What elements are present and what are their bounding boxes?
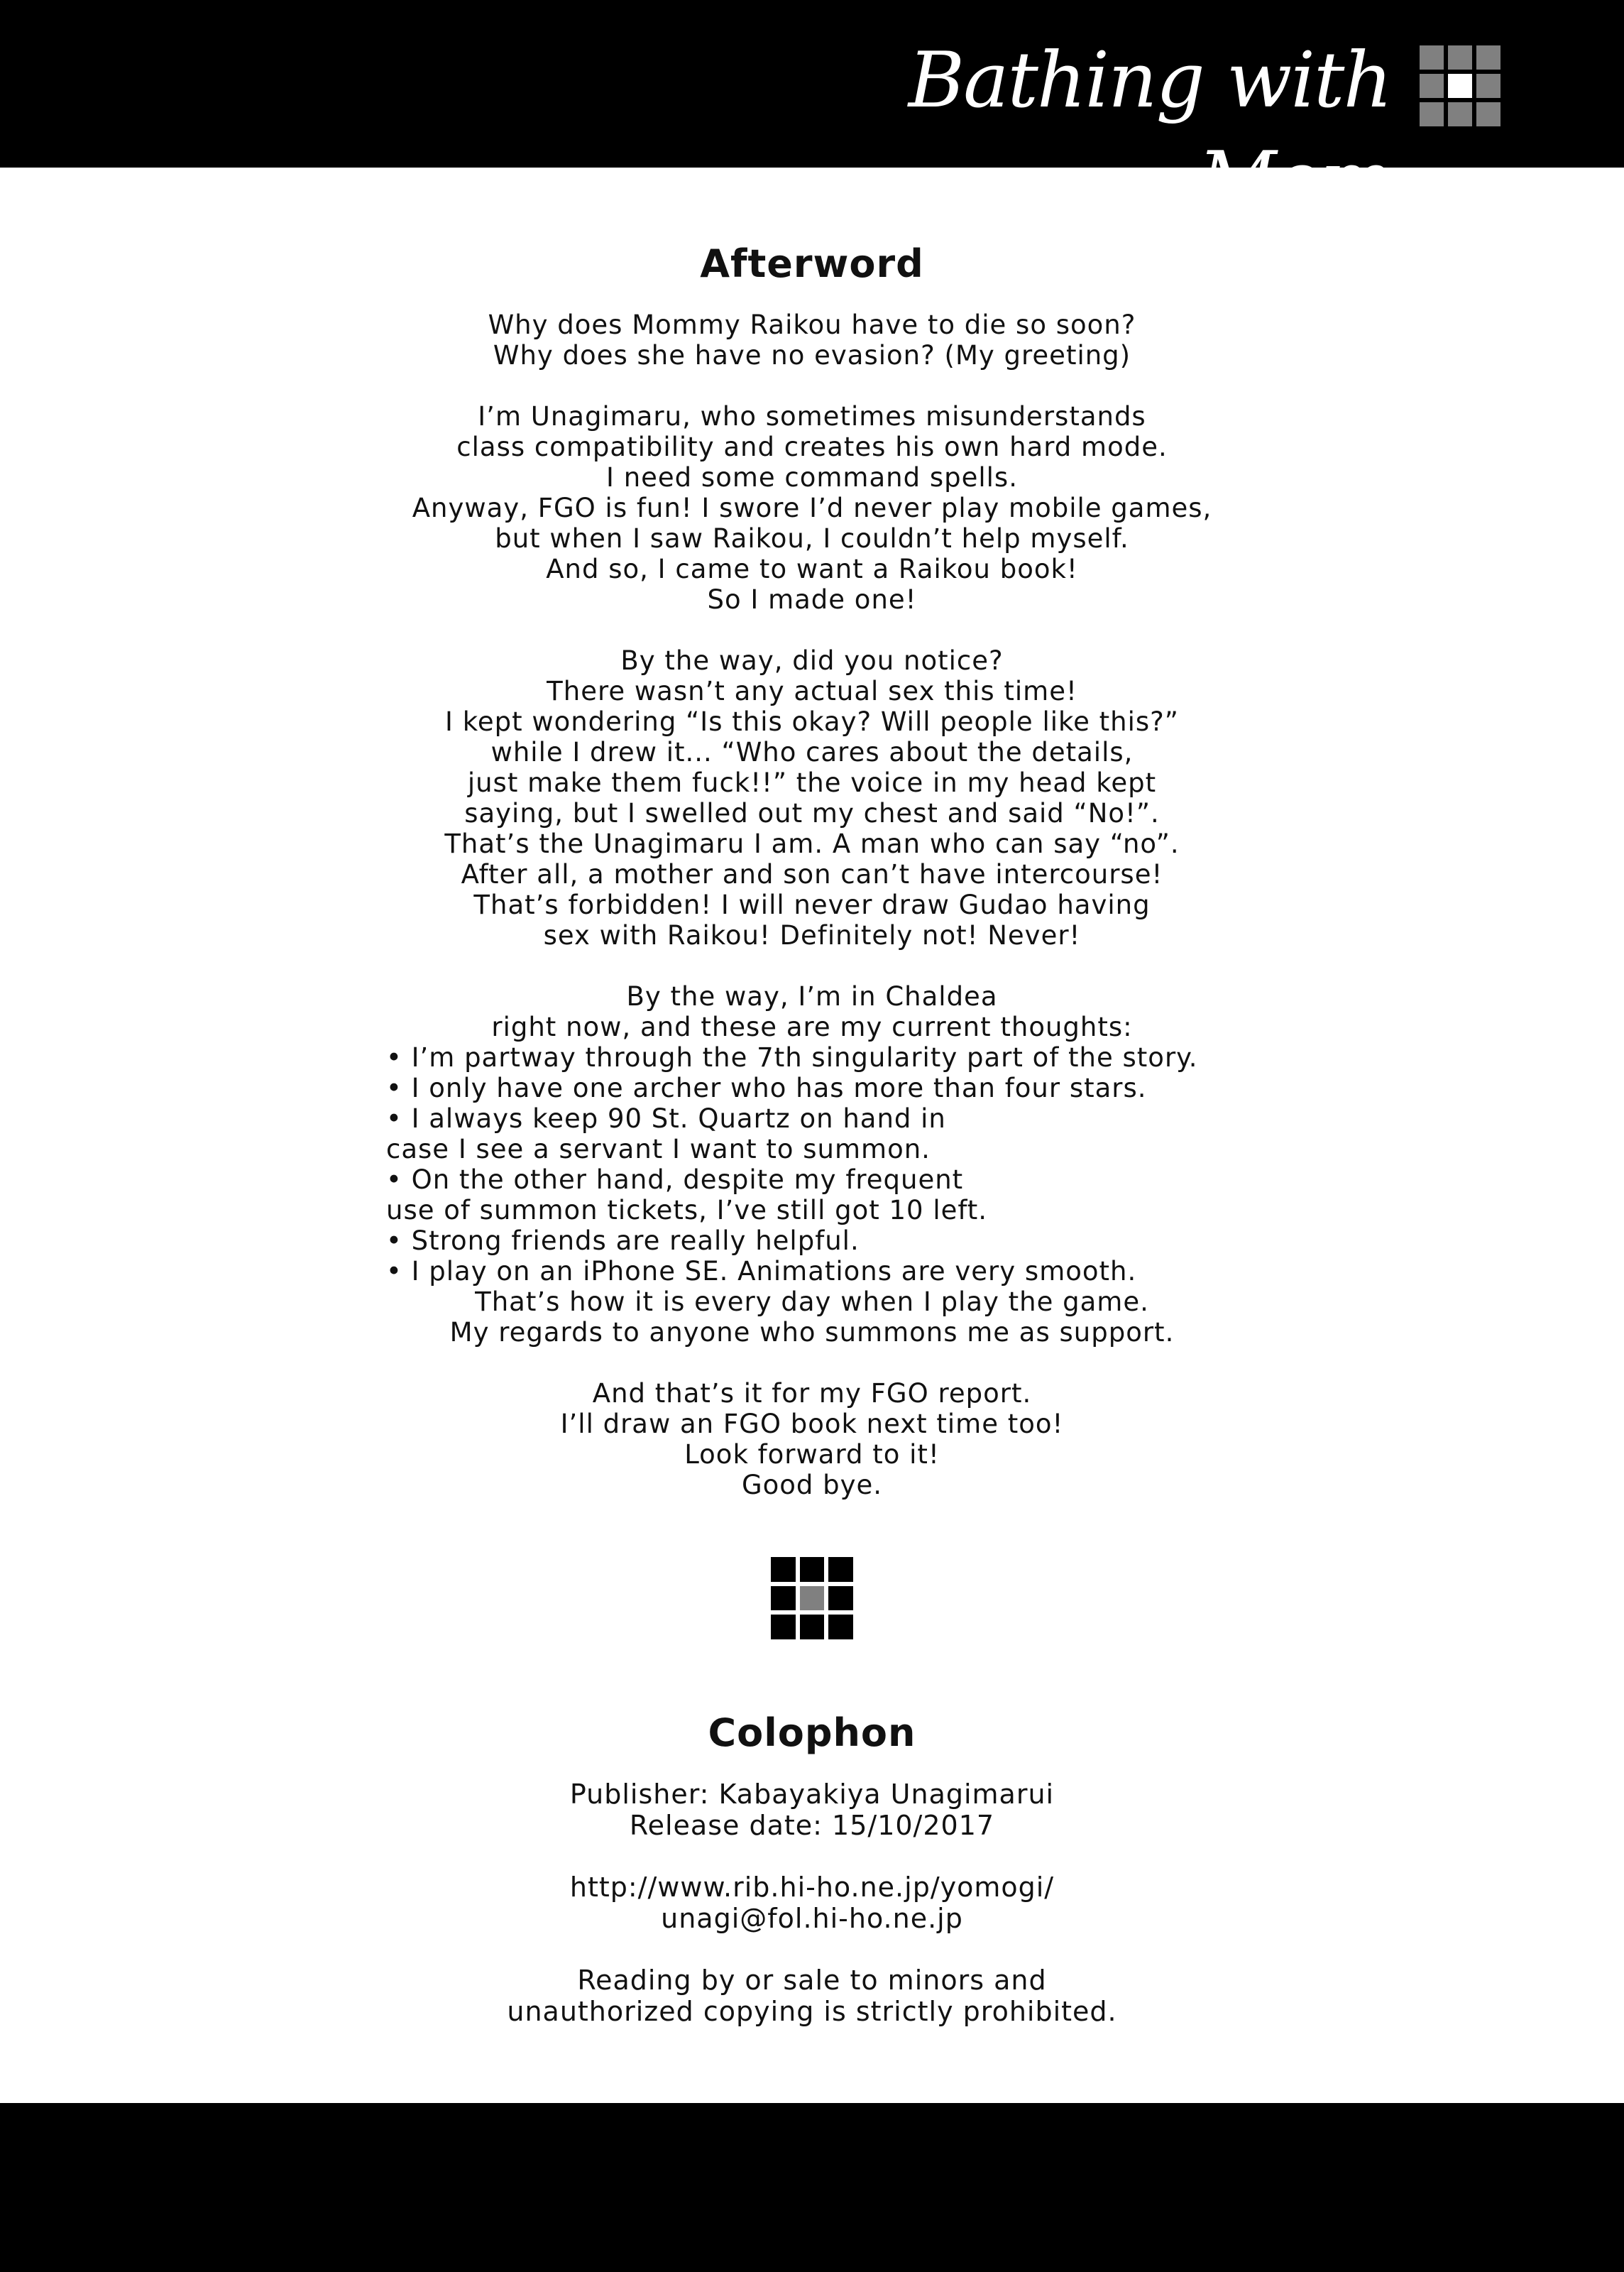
- afterword-closing: [0, 1378, 1624, 1500]
- text-line: That’s how it is every day when I play the game.: [475, 1287, 1149, 1317]
- text-line: I’ll draw an FGO book next time too!: [560, 1409, 1064, 1439]
- text-line: Why does she have no evasion? (My greeting): [493, 340, 1131, 371]
- text-line: unauthorized copying is strictly prohibited.: [507, 1996, 1117, 2027]
- text-line: Why does Mommy Raikou have to die so soon?: [488, 310, 1136, 340]
- colophon-publisher-block: [0, 1779, 1624, 1841]
- text-line: And that’s it for my FGO report.: [592, 1378, 1032, 1409]
- list-item: • I only have one archer who has more than four stars.: [386, 1073, 1147, 1103]
- afterword-paragraph-1: [0, 310, 1624, 371]
- colophon-contact-block: [0, 1872, 1624, 1934]
- colophon-section: [0, 1703, 1624, 2027]
- text-line: Reading by or sale to minors and: [577, 1965, 1047, 1996]
- book-title: Bathing with Mom: [908, 36, 1391, 224]
- text-line: Anyway, FGO is fun! I swore I’d never play mobile games,: [412, 493, 1212, 523]
- email-link[interactable]: unagi@fol.hi-ho.ne.jp: [661, 1903, 963, 1934]
- list-item: • I’m partway through the 7th singularity part of the story.: [386, 1042, 1198, 1073]
- list-item: • I always keep 90 St. Quartz on hand in: [386, 1103, 946, 1134]
- text-line: just make them fuck!!” the voice in my head kept: [467, 768, 1157, 798]
- publisher-text: Publisher: Kabayakiya Unagimarui: [569, 1779, 1055, 1810]
- text-line: saying, but I swelled out my chest and said “No!”.: [464, 798, 1160, 829]
- grid-icon: [1420, 45, 1500, 126]
- text-line: By the way, did you notice?: [620, 645, 1004, 676]
- header-bar: [0, 0, 1624, 224]
- text-line: There wasn’t any actual sex this time!: [547, 676, 1077, 706]
- text-line: while I drew it... “Who cares about the details,: [490, 737, 1134, 768]
- list-item: use of summon tickets, I’ve still got 10 left.: [386, 1195, 988, 1225]
- text-line: right now, and these are my current thoughts:: [491, 1012, 1133, 1042]
- colophon-notice: [0, 1965, 1624, 2027]
- text-line: My regards to anyone who summons me as support.: [449, 1317, 1175, 1348]
- text-line: class compatibility and creates his own hard mode.: [456, 432, 1168, 462]
- list-item: • On the other hand, despite my frequent: [386, 1164, 964, 1195]
- website-link[interactable]: http://www.rib.hi-ho.ne.jp/yomogi/: [569, 1872, 1055, 1903]
- text-line: That’s the Unagimaru I am. A man who can say “no”.: [444, 829, 1180, 859]
- text-line: Look forward to it!: [684, 1439, 940, 1470]
- list-item: case I see a servant I want to summon.: [386, 1134, 931, 1164]
- colophon-heading: Colophon: [708, 1710, 916, 1755]
- thoughts-section: [0, 981, 1624, 1348]
- text-line: I’m Unagimaru, who sometimes misunderstands: [478, 401, 1146, 432]
- list-item: • Strong friends are really helpful.: [386, 1225, 860, 1256]
- thoughts-list: [386, 1042, 1238, 1287]
- text-line: After all, a mother and son can’t have intercourse!: [461, 859, 1163, 890]
- afterword-paragraph-2: [0, 401, 1624, 615]
- afterword-paragraph-3: [0, 645, 1624, 951]
- page-content: [0, 234, 1624, 2058]
- release-date-text: Release date: 15/10/2017: [629, 1810, 995, 1841]
- divider-grid-icon: [771, 1557, 853, 1639]
- text-line: So I made one!: [707, 584, 917, 615]
- text-line: sex with Raikou! Definitely not! Never!: [543, 920, 1081, 951]
- text-line: That’s forbidden! I will never draw Gudao having: [473, 890, 1151, 920]
- text-line: Good bye.: [741, 1470, 883, 1500]
- text-line: And so, I came to want a Raikou book!: [546, 554, 1078, 584]
- text-line: I need some command spells.: [606, 462, 1018, 493]
- footer-bar: [0, 2103, 1624, 2272]
- afterword-heading: Afterword: [700, 241, 924, 286]
- text-line: By the way, I’m in Chaldea: [626, 981, 998, 1012]
- text-line: but when I saw Raikou, I couldn’t help myself.: [495, 523, 1129, 554]
- text-line: I kept wondering “Is this okay? Will people like this?”: [445, 706, 1179, 737]
- list-item: • I play on an iPhone SE. Animations are very smooth.: [386, 1256, 1137, 1287]
